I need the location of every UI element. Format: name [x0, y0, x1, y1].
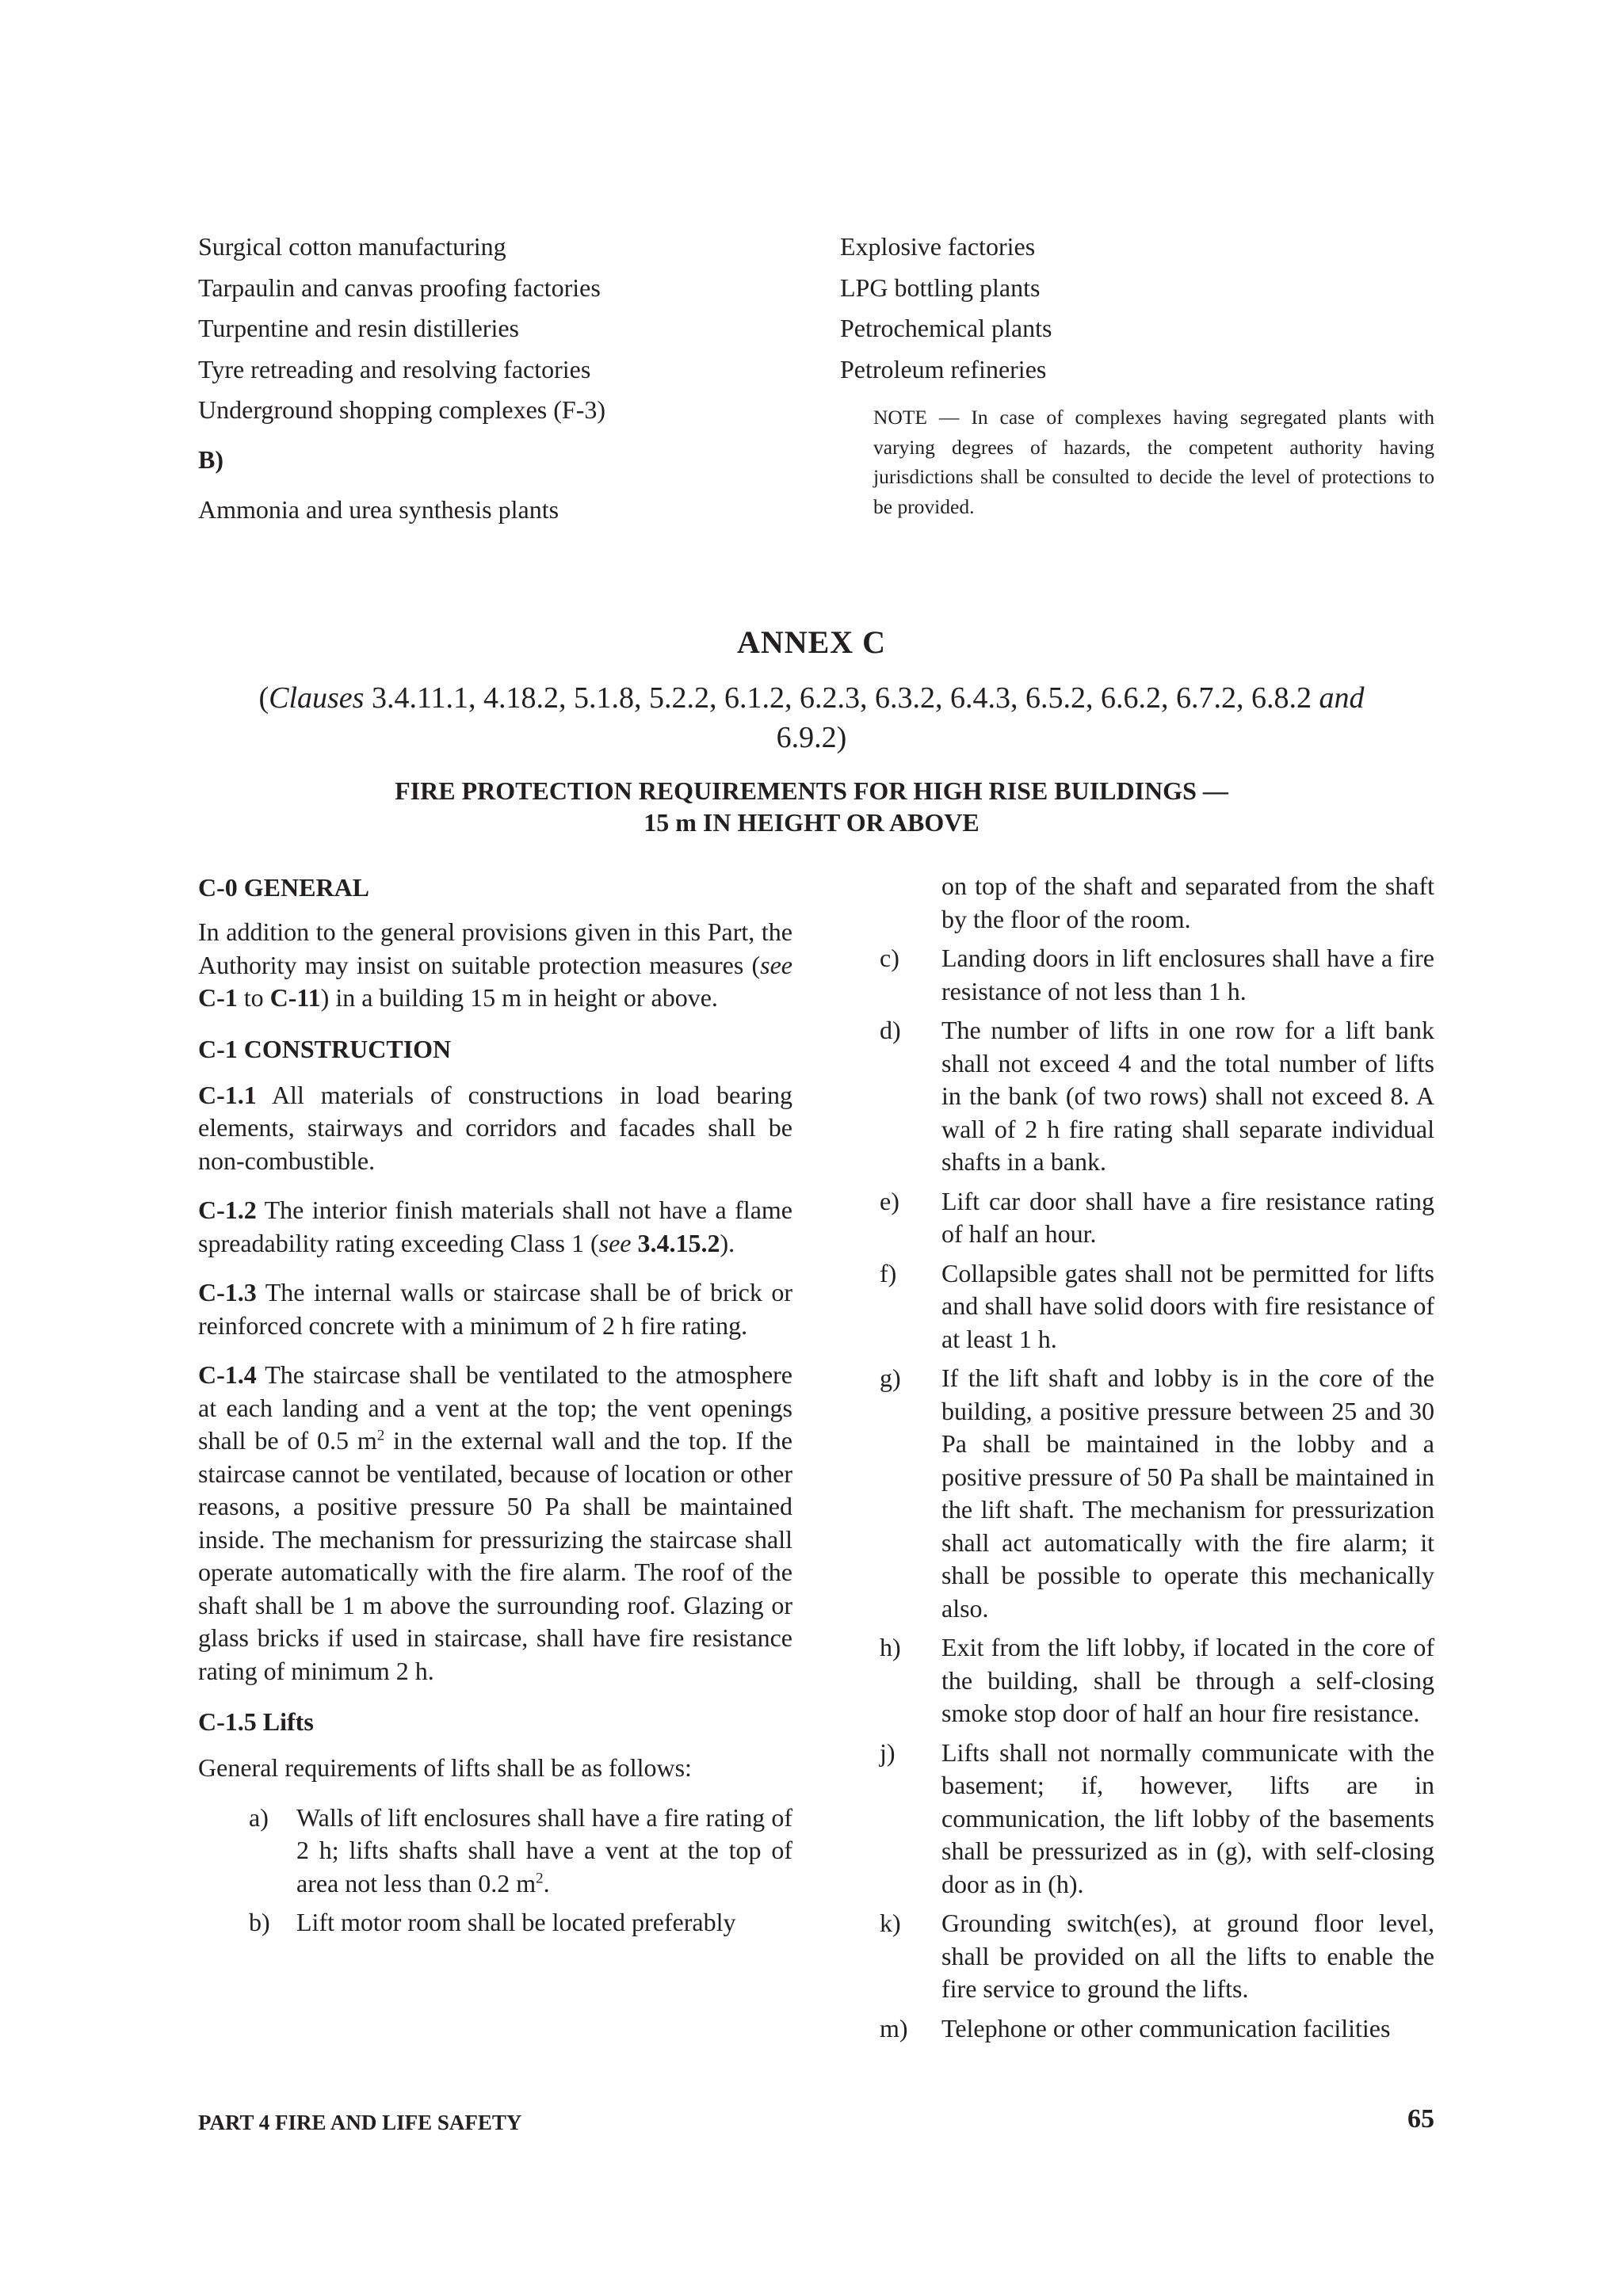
list-item: Underground shopping complexes (F-3) [198, 395, 605, 424]
occupancy-list-right [840, 227, 1434, 521]
list-item: Petroleum refineries [840, 354, 1047, 383]
running-footer: PART 4 FIRE AND LIFE SAFETY [198, 2111, 522, 2134]
lift-requirement-d: d) The number of lifts in one row for a lift bank shall not exceed 4 and the total number of lifts in the bank (of two rows) shall not exceed 8. A wall of 2 h fire rating shall separate individual shafts in a bank. [880, 1016, 1434, 1176]
annex-title: ANNEX C [736, 624, 887, 660]
lift-requirement-e: e) Lift car door shall have a fire resistance rating of half an hour. [880, 1186, 1434, 1248]
clause-c-1-4: C-1.4 The staircase shall be ventilated to the atmosphere at each landing and a vent at the top; the vent openings shall be of 0.5 $m^2$ in the external wall and the top. If the staircase cannot be ventilated, because of location or other reasons, a positive pressure 50 Pa shall be maintained inside. The mechanism for pressurizing the staircase shall operate automatically with the fire alarm. The roof of the shaft shall be 1 m above the surrounding roof. Glazing or glass bricks if used in staircase, shall have fire resistance rating of minimum 2 h. [198, 1360, 793, 1685]
section-heading-lifts: C-1.5 Lifts [198, 1707, 314, 1736]
lift-requirement-a: a) Walls of lift enclosures shall have a fire rating of 2 h; lifts shafts shall have a vent at the top of area not less than 0.2 $m^2$. [249, 1802, 792, 1897]
lift-requirement-k: k) Grounding switch(es), at ground floor level, shall be provided on all the lifts to enable the fire service to ground the lifts. [880, 1909, 1434, 2003]
lift-requirement-c: c) Landing doors in lift enclosures shall have a fire resistance of not less than 1 h. [880, 944, 1434, 1005]
lift-requirement-m: m) Telephone or other communication facilities [880, 2013, 1391, 2042]
occupancy-list-left [198, 227, 800, 530]
lift-requirement-g: g) If the lift shaft and lobby is in the core of the building, a positive pressure between 25 and 30 Pa shall be maintained in the lobby and a positive pressure of 50 Pa shall be maintained in the lift shaft. The mechanism for pressurization shall act automatically with the fire alarm; it shall be possible to operate this mechanically also. [880, 1363, 1434, 1623]
group-b-label: B) [198, 444, 223, 474]
annex-clauses: (Clauses 3.4.11.1, 4.18.2, 5.1.8, 5.2.2, 6.1.2, 6.2.3, 6.3.2, 6.4.3, 6.5.2, 6.6.2, 6.7.2, 6.8.2 and 6.9.2) [258, 681, 1365, 754]
lift-requirement-j: j) Lifts shall not normally communicate with the basement; if, however, lifts are in communication, the lift lobby of the basements shall be pressurized as in (g), with self-closing door as in (h). [880, 1737, 1434, 1898]
clause-c-1-1: C-1.1 All materials of constructions in load bearing elements, stairways and corridors and facades shall be non-combustible. [198, 1080, 792, 1175]
lifts-intro: General requirements of lifts shall be as follows: [198, 1753, 692, 1782]
lift-requirement-b-continued: on top of the shaft and separated from the shaft by the floor of the room. [941, 871, 1434, 933]
body-column-right [880, 870, 1434, 2051]
page-number: 65 [1407, 2104, 1434, 2134]
general-paragraph: In addition to the general provisions given in this Part, the Authority may insist on suitable protection measures (see C-1 to C-11) in a building 15 m in height or above. [198, 917, 792, 1012]
list-item: Turpentine and resin distilleries [198, 314, 519, 342]
list-item: Petrochemical plants [840, 314, 1052, 342]
section-heading-construction: C-1 CONSTRUCTION [198, 1034, 452, 1063]
list-item: LPG bottling plants [840, 273, 1041, 302]
body-column-left [198, 870, 792, 1946]
list-item: Tarpaulin and canvas proofing factories [198, 273, 601, 302]
lift-requirement-h: h) Exit from the lift lobby, if located in the core of the building, shall be through a self-closing smoke stop door of half an hour fire resistance. [880, 1633, 1434, 1727]
clause-c-1-2: C-1.2 The interior finish materials shall not have a flame spreadability rating exceeding Class 1 (see 3.4.15.2). [198, 1196, 792, 1257]
note-text: NOTE — In case of complexes having segregated plants with varying degrees of hazards, the competent authority having jurisdictions shall be consulted to decide the level of protections to be provided. [873, 406, 1434, 518]
list-item: Ammonia and urea synthesis plants [198, 494, 559, 524]
list-item: Explosive factories [840, 232, 1036, 261]
list-item: Surgical cotton manufacturing [198, 232, 506, 261]
clause-c-1-3: C-1.3 The internal walls or staircase shall be of brick or reinforced concrete with a minimum of 2 h fire rating. [198, 1278, 792, 1340]
list-item: Tyre retreading and resolving factories [198, 354, 591, 383]
lift-requirement-b: b) Lift motor room shall be located preferably [249, 1908, 736, 1936]
section-heading-general: C-0 GENERAL [198, 873, 370, 902]
lift-requirement-f: f) Collapsible gates shall not be permitted for lifts and shall have solid doors with fire resistance of at least 1 h. [880, 1258, 1434, 1353]
annex-subtitle: FIRE PROTECTION REQUIREMENTS FOR HIGH RISE BUILDINGS — 15 m IN HEIGHT OR ABOVE [395, 776, 1228, 837]
